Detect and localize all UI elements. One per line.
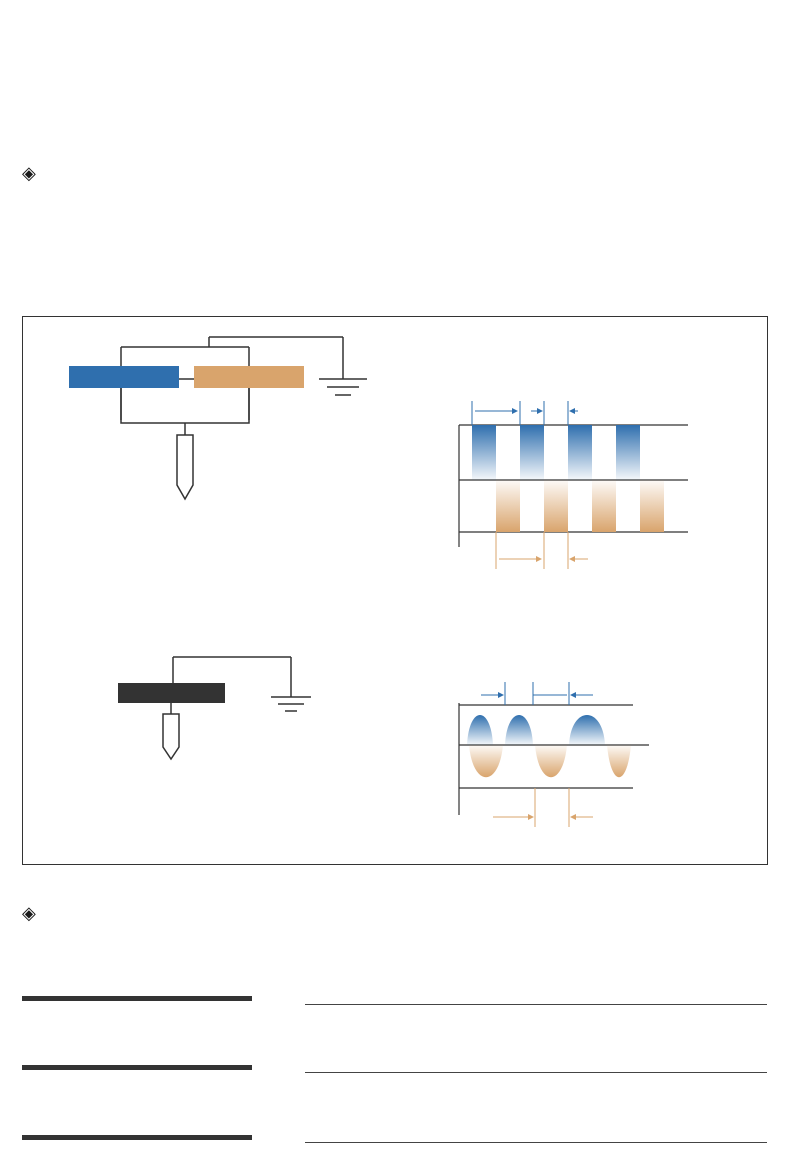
surface-bar: [22, 996, 252, 1001]
negative-pulse-bar: [496, 480, 520, 532]
surface-bar: [22, 1135, 252, 1140]
positive-half-wave: [505, 715, 533, 745]
hv-supply-box: [118, 683, 225, 703]
comparison-diagram: [22, 316, 768, 865]
negative-half-wave: [607, 745, 631, 777]
divider: [305, 1142, 767, 1143]
sine-waveform: [459, 682, 649, 827]
surface-bar: [22, 1065, 252, 1070]
divider: [305, 1004, 767, 1005]
ac-arrow: [163, 714, 179, 759]
section-heading-comparison: [22, 163, 46, 184]
positive-pulse-bar: [616, 425, 640, 480]
negative-pulse-bar: [592, 480, 616, 532]
positive-pulse-box: [69, 366, 179, 388]
negative-half-wave: [535, 745, 567, 777]
divider: [305, 1072, 767, 1073]
positive-pulse-bar: [472, 425, 496, 480]
pulse-waveform: [459, 401, 688, 569]
positive-pulse-bar: [568, 425, 592, 480]
positive-pulse-bar: [520, 425, 544, 480]
pulse-ac-arrow: [177, 435, 193, 499]
negative-pulse-bar: [640, 480, 664, 532]
negative-half-wave: [469, 745, 503, 777]
diamond-icon: ◈: [22, 163, 36, 184]
positive-half-wave: [569, 715, 605, 745]
negative-pulse-bar: [544, 480, 568, 532]
section-heading-surface-cases: [22, 903, 46, 924]
diamond-icon: ◈: [22, 903, 36, 924]
positive-half-wave: [467, 715, 493, 745]
negative-pulse-box: [194, 366, 304, 388]
surface-cases-graphic: [0, 950, 790, 1158]
